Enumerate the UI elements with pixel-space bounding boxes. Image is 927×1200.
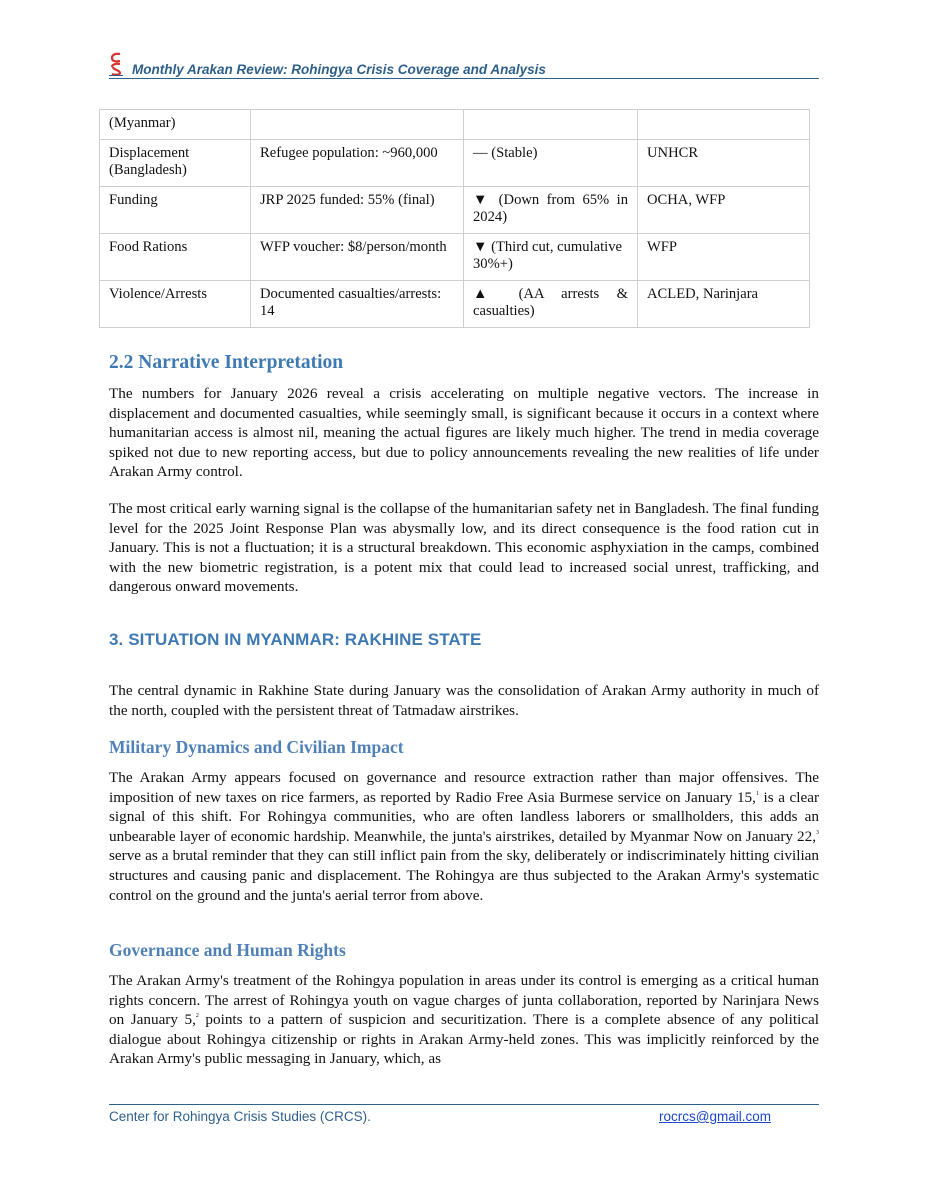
table-row bbox=[100, 110, 810, 140]
table-cell bbox=[464, 110, 638, 140]
section-3-intro bbox=[109, 681, 819, 720]
table-row bbox=[100, 187, 810, 234]
table-cell: JRP 2025 funded: 55% (final) bbox=[251, 187, 464, 234]
table-cell: Documented casualties/arrests: 14 bbox=[251, 281, 464, 328]
table-cell: ▼ (Third cut, cumulative 30%+) bbox=[464, 234, 638, 281]
footnote-ref[interactable]: 3 bbox=[816, 829, 819, 836]
military-body bbox=[109, 768, 819, 905]
subsection-heading: Military Dynamics and Civilian Impact bbox=[109, 737, 404, 757]
indicator-table bbox=[99, 109, 810, 328]
text: is a clear signal of this shift. For Rohingya communities, who are often landless laborers or smallholders, this adds an unbearable layer of economic hardship. Meanwhile, the junta's airstrikes, detailed by Myanmar Now on January 22, bbox=[109, 788, 819, 845]
narrative-body-2 bbox=[109, 499, 819, 597]
paragraph bbox=[109, 768, 819, 905]
section-heading: 3. SITUATION IN MYANMAR: RAKHINE STATE bbox=[109, 630, 482, 649]
table-cell: ▼ (Down from 65% in 2024) bbox=[464, 187, 638, 234]
footer-org: Center for Rohingya Crisis Studies (CRCS). bbox=[109, 1109, 371, 1124]
narrative-body bbox=[109, 384, 819, 482]
table-cell bbox=[251, 110, 464, 140]
table-cell: OCHA, WFP bbox=[638, 187, 810, 234]
table-row bbox=[100, 281, 810, 328]
subsection-heading: Governance and Human Rights bbox=[109, 940, 346, 960]
crcs-logo-icon bbox=[109, 50, 123, 76]
section-heading: 2.2 Narrative Interpretation bbox=[109, 352, 344, 373]
table-cell: ▲ (AA arrests & casualties) bbox=[464, 281, 638, 328]
paragraph: The most critical early warning signal is the collapse of the humanitarian safety net in Bangladesh. The final funding level for the 2025 Joint Response Plan was abysmally low, and its direct consequence is the food ration cut in January. This is not a fluctuation; it is a structural breakdown. This economic asphyxiation in the camps, combined with the new biometric registration, is a potent mix that could lead to increased social unrest, trafficking, and dangerous onward movements. bbox=[109, 500, 819, 596]
header-title: Monthly Arakan Review: Rohingya Crisis Coverage and Analysis bbox=[132, 62, 546, 77]
paragraph: The central dynamic in Rakhine State during January was the consolidation of Arakan Army authority in much of the north, coupled with the persistent threat of Tatmadaw airstrikes. bbox=[109, 682, 819, 719]
text: The Arakan Army's treatment of the Rohingya population in areas under its control is emerging as a critical human rights concern. The arrest of Rohingya youth on vague charges of junta collaboration, reported by Narinjara News on January 5, bbox=[109, 972, 819, 1029]
table-row bbox=[100, 140, 810, 187]
table-cell: ACLED, Narinjara bbox=[638, 281, 810, 328]
table-cell: WFP bbox=[638, 234, 810, 281]
footnote-ref[interactable]: 2 bbox=[195, 1013, 199, 1020]
table-cell: — (Stable) bbox=[464, 140, 638, 187]
footnote-ref[interactable]: 1 bbox=[755, 790, 759, 797]
table-row bbox=[100, 234, 810, 281]
page-header bbox=[109, 50, 819, 79]
table-cell bbox=[638, 110, 810, 140]
section-3 bbox=[109, 630, 819, 650]
text: points to a pattern of suspicion and securitization. There is a complete absence of any political dialogue about Rohingya citizenship or rights in Arakan Army-held zones. This was implicitly reinforced by the Arakan Army's public messaging in January, which, as bbox=[109, 1011, 819, 1068]
table-cell: Refugee population: ~960,000 bbox=[251, 140, 464, 187]
paragraph: The numbers for January 2026 reveal a crisis accelerating on multiple negative vectors. The increase in displacement and documented casualties, while seemingly small, is significant because it occurs in a context where humanitarian access is almost nil, meaning the actual figures are likely much higher. The trend in media coverage spiked not due to new reporting access, but due to policy announcements revealing the new realities of life under Arakan Army control. bbox=[109, 385, 819, 481]
table-cell: Displacement (Bangladesh) bbox=[100, 140, 251, 187]
table-cell: Food Rations bbox=[100, 234, 251, 281]
table-cell: Funding bbox=[100, 187, 251, 234]
table-cell: (Myanmar) bbox=[100, 110, 251, 140]
table-cell: WFP voucher: $8/person/month bbox=[251, 234, 464, 281]
narrative-section bbox=[109, 352, 819, 374]
footer-email-link[interactable]: rocrcs@gmail.com bbox=[659, 1109, 771, 1124]
text: serve as a brutal reminder that they can still inflict pain from the sky, deliberately or indiscriminately hitting civilian structures and causing panic and displacement. The Rohingya are thus subjected to the Arakan Army's systematic control on the ground and the junta's aerial terror from above. bbox=[109, 847, 819, 904]
governance-body bbox=[109, 971, 819, 1069]
page-footer bbox=[109, 1104, 819, 1127]
text: The Arakan Army appears focused on governance and resource extraction rather than major offensives. The imposition of new taxes on rice farmers, as reported by Radio Free Asia Burmese service on January 15, bbox=[109, 769, 819, 806]
paragraph bbox=[109, 971, 819, 1069]
military-section bbox=[109, 737, 819, 758]
governance-section bbox=[109, 940, 819, 961]
table-cell: UNHCR bbox=[638, 140, 810, 187]
table-cell: Violence/Arrests bbox=[100, 281, 251, 328]
